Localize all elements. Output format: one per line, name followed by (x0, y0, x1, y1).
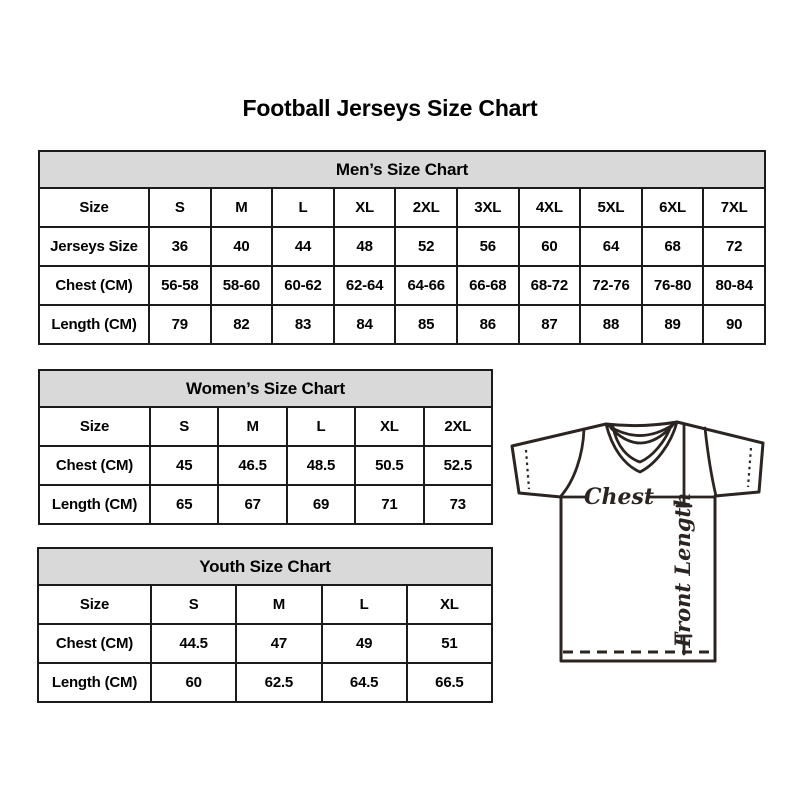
value-cell: 36 (149, 227, 211, 266)
value-cell: 85 (395, 305, 457, 344)
value-cell: 47 (236, 624, 321, 663)
row-label: Chest (CM) (39, 446, 150, 485)
row-label: Chest (CM) (38, 624, 151, 663)
value-cell: 83 (272, 305, 334, 344)
youth-size-table (37, 547, 493, 703)
value-cell: 87 (519, 305, 581, 344)
value-cell: 68-72 (519, 266, 581, 305)
value-cell: 64 (580, 227, 642, 266)
value-cell: 60-62 (272, 266, 334, 305)
value-cell: 49 (322, 624, 407, 663)
value-cell: 50.5 (355, 446, 423, 485)
jersey-measurement-diagram (500, 412, 778, 667)
mens-table-row (39, 227, 765, 266)
value-cell: 67 (218, 485, 286, 524)
mens-size-column-header: L (272, 188, 334, 227)
mens-size-column-header: M (211, 188, 273, 227)
mens-size-column-header: 3XL (457, 188, 519, 227)
front-length-label: Front Length (670, 492, 695, 648)
value-cell: 48.5 (287, 446, 355, 485)
mens-size-column-header: 6XL (642, 188, 704, 227)
value-cell: 56 (457, 227, 519, 266)
value-cell: 48 (334, 227, 396, 266)
value-cell: 51 (407, 624, 492, 663)
value-cell: 46.5 (218, 446, 286, 485)
value-cell: 52.5 (424, 446, 492, 485)
value-cell: 44 (272, 227, 334, 266)
value-cell: 60 (151, 663, 236, 702)
value-cell: 72 (703, 227, 765, 266)
value-cell: 60 (519, 227, 581, 266)
youth-table-row (38, 624, 492, 663)
mens-size-column-header: 4XL (519, 188, 581, 227)
youth-size-column-header: M (236, 585, 321, 624)
page-title: Football Jerseys Size Chart (242, 95, 538, 121)
womens-size-column-header: XL (355, 407, 423, 446)
womens-size-table (38, 369, 493, 525)
row-label: Length (CM) (39, 305, 149, 344)
value-cell: 64-66 (395, 266, 457, 305)
value-cell: 69 (287, 485, 355, 524)
youth-size-column-header: S (151, 585, 236, 624)
value-cell: 40 (211, 227, 273, 266)
womens-table-row (39, 446, 492, 485)
value-cell: 72-76 (580, 266, 642, 305)
value-cell: 71 (355, 485, 423, 524)
value-cell: 82 (211, 305, 273, 344)
youth-table-title: Youth Size Chart (38, 548, 492, 585)
jersey-outline-shape (512, 422, 763, 661)
value-cell: 64.5 (322, 663, 407, 702)
value-cell: 52 (395, 227, 457, 266)
womens-size-column-header: 2XL (424, 407, 492, 446)
womens-size-column-header: M (218, 407, 286, 446)
womens-size-column-header: L (287, 407, 355, 446)
mens-table-row (39, 305, 765, 344)
value-cell: 45 (150, 446, 218, 485)
womens-table-title: Women’s Size Chart (39, 370, 492, 407)
value-cell: 88 (580, 305, 642, 344)
value-cell: 86 (457, 305, 519, 344)
mens-size-table (38, 150, 766, 345)
mens-size-column-header: 5XL (580, 188, 642, 227)
value-cell: 62-64 (334, 266, 396, 305)
value-cell: 65 (150, 485, 218, 524)
value-cell: 44.5 (151, 624, 236, 663)
value-cell: 68 (642, 227, 704, 266)
womens-table-row (39, 485, 492, 524)
mens-size-column-header: 7XL (703, 188, 765, 227)
womens-size-column-header: S (150, 407, 218, 446)
value-cell: 66.5 (407, 663, 492, 702)
mens-table-title: Men’s Size Chart (39, 151, 765, 188)
value-cell: 80-84 (703, 266, 765, 305)
youth-table-row (38, 663, 492, 702)
value-cell: 58-60 (211, 266, 273, 305)
row-label: Length (CM) (39, 485, 150, 524)
mens-size-column-header: S (149, 188, 211, 227)
row-label: Chest (CM) (39, 266, 149, 305)
value-cell: 84 (334, 305, 396, 344)
womens-size-header-label: Size (39, 407, 150, 446)
mens-table-row (39, 266, 765, 305)
value-cell: 76-80 (642, 266, 704, 305)
chest-label: Chest (583, 484, 655, 510)
youth-size-column-header: XL (407, 585, 492, 624)
mens-size-column-header: XL (334, 188, 396, 227)
row-label: Length (CM) (38, 663, 151, 702)
mens-size-column-header: 2XL (395, 188, 457, 227)
youth-size-column-header: L (322, 585, 407, 624)
youth-size-header-label: Size (38, 585, 151, 624)
value-cell: 56-58 (149, 266, 211, 305)
value-cell: 79 (149, 305, 211, 344)
value-cell: 62.5 (236, 663, 321, 702)
value-cell: 89 (642, 305, 704, 344)
row-label: Jerseys Size (39, 227, 149, 266)
value-cell: 66-68 (457, 266, 519, 305)
mens-size-header-label: Size (39, 188, 149, 227)
value-cell: 73 (424, 485, 492, 524)
value-cell: 90 (703, 305, 765, 344)
